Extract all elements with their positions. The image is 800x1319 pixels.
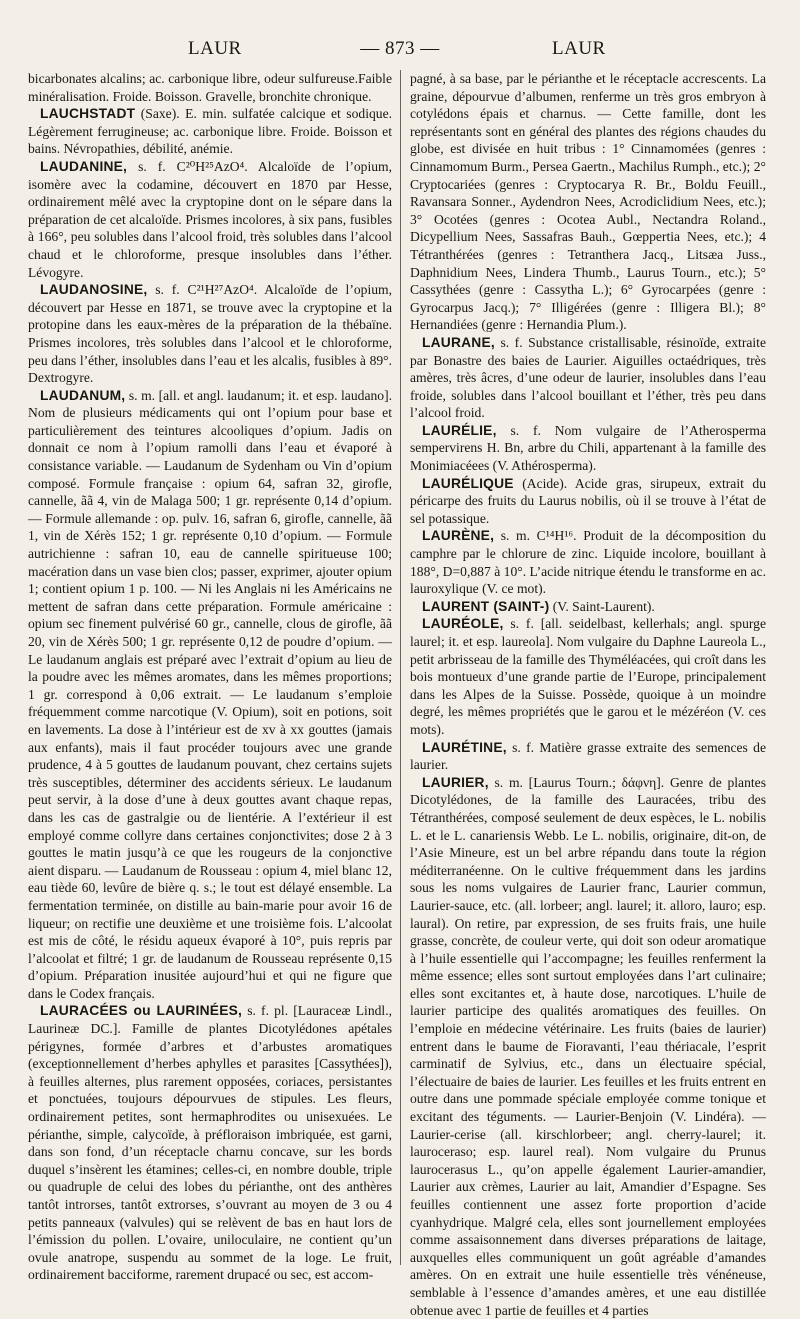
- entry-headword: LAUCHSTADT: [40, 106, 136, 122]
- entry-laudanine: [28, 158, 392, 281]
- entry-continuation: [410, 70, 766, 334]
- column-divider: [400, 70, 401, 1265]
- entry-text: (Saxe). E. min. sulfatée calcique et sodique. Légèrement ferrugineuse; ac. carbonique libre. Froide. Boisson et bains. Névropathies, débilité, anémie.: [28, 106, 392, 157]
- entry-text: s. f. C²⁰H²⁵AzO⁴. Alcaloïde de l’opium, isomère avec la codamine, découvert en 1870 par Hesse, ordinairement mêlé avec la cryptopine dont on le sépare dans la préparation de cet alcaloïde. Prismes incolores, à six pans, fusibles à 166°, peu solubles dans l’alcool froid, très solubles dans l’alcool chaud et le chloroforme, presque insolubles dans l’éther. Lévogyre.: [28, 158, 392, 280]
- entry-headword: LAURÈNE,: [422, 528, 495, 544]
- entry-text: s. f. [all. seidelbast, kellerhals; angl. spurge laurel; it. et esp. laureola]. Nom vulgaire du Daphne Laureola L., petit arbrisseau de la famille des Thyméléacées, qui croît dans les bois montueux d’une grande partie de l’Europe, principalement dans les Alpes de la Suisse. Possède, quoique à un moindre degré, les mêmes propriétés que le garou et le mézéréon (V. ces mots).: [410, 616, 767, 737]
- entry-text: s. f. Matière grasse extraite des semences de laurier.: [410, 739, 766, 773]
- running-head-right: LAUR: [552, 38, 606, 59]
- page-header: [0, 38, 800, 62]
- page-number: — 873 —: [360, 38, 440, 59]
- entry-text: s. m. [Laurus Tourn.; δάφνη]. Genre de plantes Dicotylédones, de la famille des Lauracées, tribu des Tétranthérées, composé seulement de deux espèces, le L. nobilis L. et le L. canariensis Webb. Le L. nobilis, originaire, dit-on, de l’Asie Mineure, est un bel arbre répandu dans toute la région méditerranéenne. On le cultive fréquemment dans les jardins sous les noms vulgaires de Laurier franc, Laurier commun, Laurier-sauce, etc. (all. lorbeer; angl. laurel; it. alloro, lauro; esp. laural). On retire, par expression, de ses fruits frais, une huile grasse, concrète, de couleur verte, qui doit son odeur aromatique à l’huile essentielle qui l’accompagne; les feuilles renferment la même essence; elles sont surtout employées dans l’art culinaire; elles sont excitantes et, à haute dose, narcotiques. L’huile de laurier participe des qualités aromatiques des feuilles. On l’emploie en médecine vétérinaire. Les fruits (baies de laurier) entrent dans le baume de Fioravanti, l’eau thériacale, l’esprit carminatif de Sylvius, etc., dans un électuaire spécial, l’électuaire de baies de laurier. Les feuilles et les fruits entrent en outre dans une pommade spéciale employée comme tonique et excitant des téguments. — Laurier-Benjoin (V. Lindéra). — Laurier-cerise (all. kirschlorbeer; angl. cherry-laurel; it. lauroceraso; esp. laurel real). Nom vulgaire du Prunus laurocerasus L., qu’on appelle également Laurier-amandier, Laurier aux crèmes, Laurier au lait, Amandier d’Espagne. Ses feuilles contiennent une assez forte proportion d’acide cyanhydrique. Malgré cela, elles sont journellement employées comme assaisonnement dans diverses préparations de laitage, auxquelles elles communiquent un goût agréable d’amandes amères. On en extrait une huile essentielle très vénéneuse, semblable à l’essence d’amandes amères, et une eau distillée obtenue avec 1 partie de feuilles et 4 parties: [410, 774, 766, 1318]
- entry-text: (Acide). Acide gras, sirupeux, extrait du péricarpe des fruits du Laurus nobilis, où il se trouve à l’état de sel potassique.: [410, 475, 767, 526]
- entry-text: s. f. Substance cristallisable, résinoïde, extraite par Bonastre des baies de Laurier. Aiguilles octaédriques, très amères, très âcres, d’une odeur de laurier, insolubles dans l’eau froide, solubles dans l’alcool bouillant et l’éther, très peu dans l’alcool froid.: [410, 334, 766, 421]
- entry-text: s. f. pl. [Lauraceæ Lindl., Laurineæ DC.]. Famille de plantes Dicotylédones apétales périgynes, formée d’arbres et d’arbustes aromatiques (exceptionnellement d’herbes aphylles et parasites [Cassythées]), à feuilles alternes, plus rarement opposées, coriaces, persistantes et ponctuées, toujours dépourvues de stipules. Les fleurs, ordinairement petites, sont hermaphrodites ou unisexuées. Le périanthe, simple, calycoïde, à préfloraison imbriquée, est garni, dans son fond, d’un réceptacle charnu concave, sur les bords duquel s’insèrent les étamines; celles-ci, en nombre double, triple ou quadruple de celui des lobes du périanthe, ont des anthères tantôt introrses, tantôt extrorses, s’ouvrant au moyen de 3 ou 4 petits panneaux (valvules) qui se relèvent de bas en haut lors de l’émission du pollen. L’ovaire, uniloculaire, ne contient qu’un ovule anatrope, suspendu au sommet de la loge. Le fruit, ordinairement bacciforme, rarement drupacé ou sec, est accom-: [28, 1003, 392, 1283]
- entry-headword: LAURANE,: [422, 334, 495, 350]
- entry-text: (V. Saint-Laurent).: [552, 598, 655, 614]
- entry-text: s. m. C¹⁴H¹⁶. Produit de la décomposition du camphre par le chlorure de zinc. Liquide incolore, bouillant à 188°, D=0,887 à 10°. L’acide nitrique étendu le transforme en ac. lauroxylique (V. ce mot).: [410, 528, 766, 597]
- left-column: [28, 70, 392, 1283]
- entry-text: s. f. Nom vulgaire de l’Atherosperma sempervirens H. Bn, arbre du Chili, appartenant à la famille des Monimiacéees (V. Athérosperma).: [410, 422, 767, 474]
- entry-text: bicarbonates alcalins; ac. carbonique libre, odeur sulfureuse.Faible minéralisation. Froide. Boisson. Gravelle, bronchite chronique.: [28, 71, 392, 104]
- entry-laurent-saint: [410, 598, 766, 616]
- entry-headword: LAURÉLIQUE: [422, 475, 514, 491]
- entry-headword: LAURÉLIE,: [422, 422, 497, 438]
- entry-laudanum: [28, 387, 392, 1003]
- entry-headword: LAURIER,: [422, 774, 489, 790]
- entry-laurane: [410, 334, 766, 422]
- running-head-left: LAUR: [188, 38, 242, 59]
- entry-laurier: [410, 774, 766, 1319]
- entry-headword: LAURENT (SAINT-): [422, 598, 550, 614]
- entry-laurelie: [410, 422, 766, 475]
- entry-headword: LAURACÉES ou LAURINÉES,: [40, 1003, 243, 1019]
- entry-continuation: [28, 70, 392, 105]
- entry-laurene: [410, 527, 766, 597]
- right-column: [410, 70, 767, 1318]
- entry-lauchstadt: [28, 105, 392, 158]
- entry-laudanosine: [28, 281, 392, 387]
- entry-lauretine: [410, 739, 766, 774]
- entry-text: s. m. [all. et angl. laudanum; it. et esp. laudano]. Nom de plusieurs médicaments qui ont l’opium pour base et particulièrement des teintures alcooliques d’opium. Jadis on donnait ce nom à l’opium ramolli dans l’eau et évaporé à consistance variable. — Laudanum de Sydenham ou Vin d’opium composé. Formule française : opium 64, safran 32, girofle, cannelle, ãã 4, vin de Malaga 500; 1 gr. représente 0,14 d’opium. — Formule allemande : op. pulv. 16, safran 6, girofle, cannelle, ãã 1, vin de Xérès 152; 1 gr. représente 0,10 d’opium. — Formule autrichienne : safran 10, eau de cannelle spiritueuse 100; macération dans un vase bien clos; passer, exprimer, ajouter opium 1; contient opium 1 p. 100. — Ni les Anglais ni les Américains ne mettent de safran dans cette préparation. Formule américaine : opium sec finement pulvérisé 60 gr., cannelle, clous de girofle, ãã 20, vin de Xérès 500; 1 gr. représente 0,12 de poudre d’opium. — Le laudanum anglais est préparé avec l’extrait d’opium au lieu de la poudre avec les mêmes aromates, dans les mêmes proportions; 1 gr. correspond à 0,06 extrait. — Le laudanum s’emploie fréquemment comme narcotique (V. Opium), soit en potions, soit en lavements. La dose à l’intérieur est de xv à xx gouttes (jamais aux enfants), mais il faut procéder toujours avec une grande prudence, 4 à 5 gouttes de laudanum pouvant, chez certains sujets très susceptibles, déterminer des accidents sérieux. Le laudanum peut servir, à la dose d’une à deux gouttes avant chaque repas, dans les cas de gastralgie ou de lientérie. A l’extérieur il est employé comme collyre dans certaines conjonctivites; dose 2 à 3 gouttes le matin jusqu’à ce que les rougeurs de la conjonctive aient disparu. — Laudanum de Rousseau : opium 4, miel blanc 12, eau tiède 60, levûre de bière q. s.; le tout est délayé ensemble. La fermentation terminée, on distille au bain-marie pour avoir 16 de liqueur; on rectifie une deuxième et une troisième fois. L’alcoolat est mis de côté, le résidu aqueux évaporé à 10°, puis repris par l’alcoolat et filtré; 1 gr. de laudanum de Rousseau représente 0,15 d’opium. Préparation inusitée aujourd’hui et qui ne figure que dans le Codex français.: [28, 387, 392, 1001]
- entry-text: pagné, à sa base, par le périanthe et le réceptacle accrescents. La graine, dépourvue d’albumen, renferme un très gros embryon à cotylédons épais et charnus. — Cette famille, dont les représentants sont en général des plantes des régions chaudes du globe, est divisée en huit tribus : 1° Cinnamomées (genres : Cinnamomum Burm., Persea Gaertn., Machilus Rumph., etc.); 2° Cryptocariées (genres : Cryptocarya R. Br., Boldu Feuill., Ravansara Sonner., Aydendron Nees, Acrodiclidium Nees, etc.); 3° Ocotées (genres : Ocotea Aubl., Nectandra Roland., Dicypellium Nees, Sassafras Bauh., Gœppertia Nees, etc.); 4 Tétranthérées (genres : Tetranthera Jacq., Litsæa Juss., Daphnidium Nees, Lindera Thumb., Laurus Tourn., etc.); 5° Cassythées (genre : Cassytha L.); 6° Gyrocarpées (genre : Gyrocarpus Jacq.); 7° Illigérées (genre : Illigera Bl.); 8° Hernandiées (genre : Hernandia Plum.).: [410, 71, 766, 333]
- entry-headword: LAURÉOLE,: [422, 616, 504, 632]
- entry-laureole: [410, 615, 766, 738]
- entry-headword: LAURÉTINE,: [422, 739, 507, 755]
- entry-laurelique: [410, 475, 766, 528]
- entry-lauracees: [28, 1002, 392, 1284]
- entry-headword: LAUDANOSINE,: [40, 282, 148, 298]
- entry-text: s. f. C²¹H²⁷AzO⁴. Alcaloïde de l’opium, découvert par Hesse en 1871, se trouve avec la cryptopine et la protopine dans les eaux-mères de la préparation de la thébaïne. Prismes incolores, très solubles dans l’alcool et le chloroforme, peu dans l’éther, insolubles dans l’eau et les alcalis, fusibles à 89°. Dextrogyre.: [28, 282, 392, 386]
- entry-headword: LAUDANINE,: [40, 158, 128, 174]
- entry-headword: LAUDANUM,: [40, 387, 126, 403]
